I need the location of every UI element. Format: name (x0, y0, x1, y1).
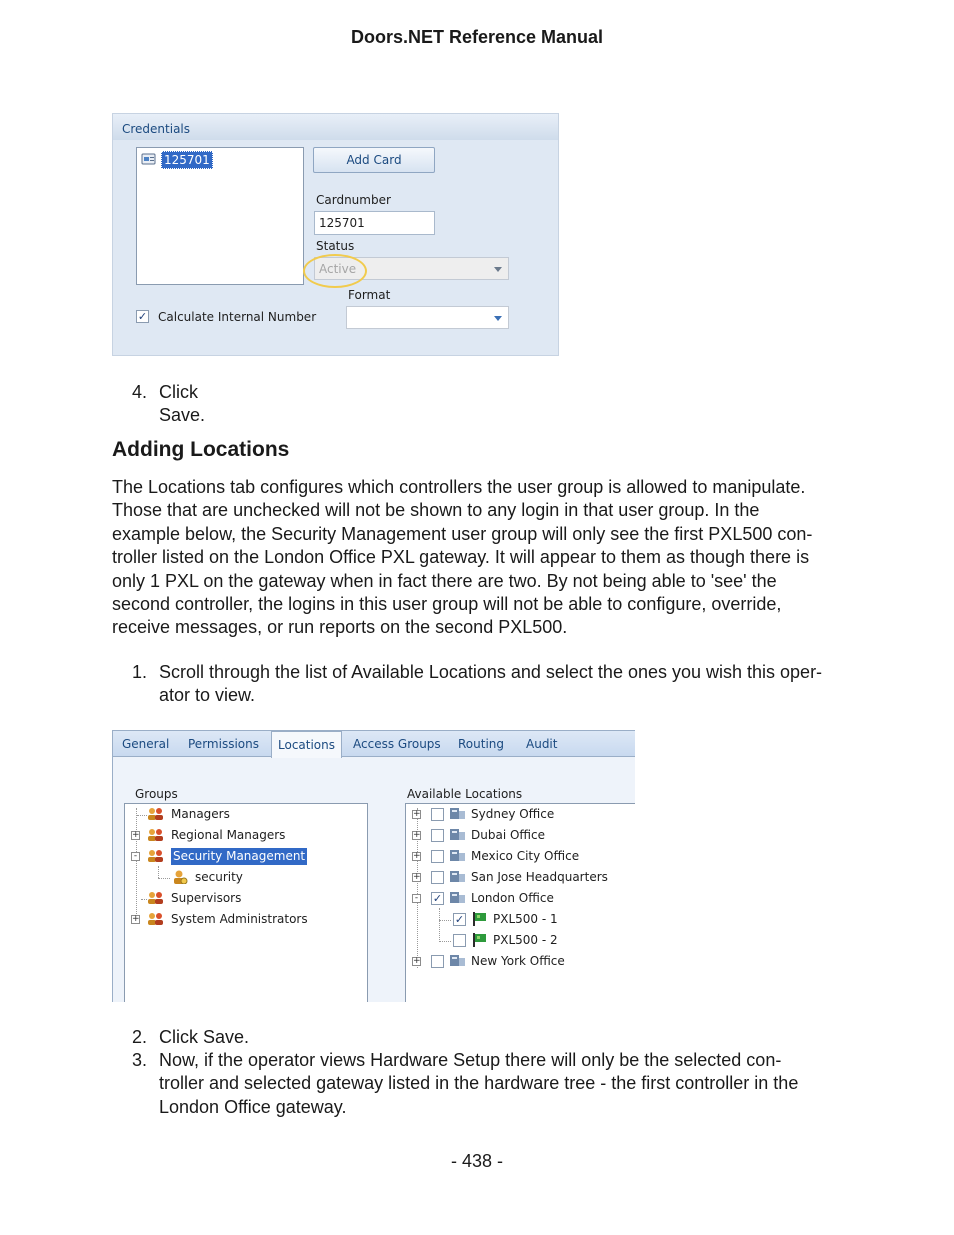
gateway-icon (449, 849, 467, 863)
cardnumber-label: Cardnumber (316, 193, 391, 207)
format-select[interactable] (346, 306, 509, 329)
group-label: System Administrators (171, 912, 308, 926)
step-number: 3. (132, 1050, 148, 1070)
page-number: - 438 - (450, 1151, 504, 1171)
location-label: New York Office (471, 954, 565, 968)
page-header: Doors.NET Reference Manual (350, 27, 604, 47)
user-icon (171, 870, 189, 884)
step-text: Click Save. (159, 1027, 250, 1047)
expand-icon[interactable]: + (413, 851, 421, 861)
expand-icon[interactable]: + (413, 872, 421, 882)
collapse-icon[interactable]: - (412, 894, 421, 903)
location-checkbox[interactable] (431, 850, 444, 863)
section-paragraph (112, 476, 812, 640)
expand-icon[interactable]: + (413, 956, 421, 966)
collapse-icon[interactable]: - (131, 852, 140, 861)
paragraph-line: Those that are unchecked will not be shown to any login in that user group. In the (112, 500, 760, 521)
controller-label: PXL500 - 1 (493, 912, 558, 926)
gateway-icon (449, 807, 467, 821)
group-label: Managers (171, 807, 230, 821)
paragraph-line: example below, the Security Management user group will only see the first PXL500 con- (112, 523, 813, 544)
tab-audit[interactable]: Audit (526, 737, 558, 751)
calc-internal-label: Calculate Internal Number (158, 310, 317, 324)
step-line: Now, if the operator views Hardware Setup there will only be the selected con- (159, 1050, 782, 1070)
add-card-button[interactable]: Add Card (313, 147, 435, 173)
groups-tree[interactable] (124, 803, 368, 1002)
location-label: London Office (471, 891, 554, 905)
gateway-icon (449, 954, 467, 968)
card-icon (141, 152, 157, 166)
expand-icon[interactable]: + (413, 809, 421, 819)
locations-panel (112, 730, 635, 1002)
controller-label: PXL500 - 2 (493, 933, 558, 947)
tab-permissions[interactable]: Permissions (188, 737, 259, 751)
status-value: Active (319, 262, 357, 276)
group-label-selected: Security Management (173, 849, 306, 863)
location-label: San Jose Headquarters (471, 870, 608, 884)
paragraph-line: receive messages, or run reports on the second PXL500. (112, 617, 568, 638)
gateway-icon (449, 891, 467, 905)
credentials-panel (112, 113, 559, 356)
gateway-icon (449, 828, 467, 842)
chevron-down-icon (494, 267, 502, 272)
group-label: Regional Managers (171, 828, 286, 842)
format-label: Format (348, 288, 391, 302)
location-label: Sydney Office (471, 807, 555, 821)
step-number: 4. (132, 382, 148, 402)
controller-flag-icon (471, 912, 489, 926)
group-label: Supervisors (171, 891, 242, 905)
location-checkbox[interactable] (431, 829, 444, 842)
chevron-down-icon (494, 316, 502, 321)
controller-checkbox[interactable]: ✓ (454, 913, 465, 926)
available-locations-label: Available Locations (407, 787, 523, 801)
calc-internal-checkbox[interactable]: ✓ (137, 310, 148, 323)
location-checkbox[interactable] (431, 808, 444, 821)
user-group-icon (147, 912, 165, 926)
credentials-title: Credentials (113, 114, 558, 140)
step-line: troller and selected gateway listed in the hardware tree - the first controller in the (159, 1073, 799, 1094)
user-label: security (195, 870, 243, 884)
locations-tree[interactable] (405, 803, 635, 1002)
paragraph-line: second controller, the logins in this user group will not be able to configure, override, (112, 594, 782, 615)
step-number: 1. (132, 662, 148, 682)
step-line: ator to view. (159, 685, 256, 706)
paragraph-line: only 1 PXL on the gateway when in fact there are two. By not being able to 'see' the (112, 570, 777, 591)
step-line: London Office gateway. (159, 1096, 347, 1117)
location-label: Mexico City Office (471, 849, 580, 863)
location-checkbox[interactable] (431, 955, 444, 968)
step-number: 2. (132, 1027, 148, 1047)
tab-bar (113, 731, 635, 757)
tab-access-groups[interactable]: Access Groups (353, 737, 441, 751)
step-text: Click Save. (159, 382, 206, 426)
tab-locations[interactable]: Locations (271, 731, 342, 758)
expand-icon[interactable]: + (413, 830, 421, 840)
status-label: Status (316, 239, 355, 253)
location-checkbox[interactable]: ✓ (432, 892, 443, 905)
user-group-icon (147, 828, 165, 842)
expand-icon[interactable]: + (132, 830, 140, 840)
cardnumber-field[interactable]: 125701 (314, 211, 435, 235)
user-group-icon (147, 891, 165, 905)
section-heading: Adding Locations (112, 438, 290, 461)
card-list[interactable] (136, 147, 304, 285)
gateway-icon (449, 870, 467, 884)
tab-general[interactable]: General (122, 737, 170, 751)
location-label: Dubai Office (471, 828, 545, 842)
step-line: Scroll through the list of Available Locations and select the ones you wish this oper- (159, 662, 823, 682)
user-group-icon (147, 807, 165, 821)
card-item[interactable]: 125701 (161, 151, 213, 169)
controller-flag-icon (471, 933, 489, 947)
groups-label: Groups (135, 787, 178, 801)
location-checkbox[interactable] (431, 871, 444, 884)
tab-routing[interactable]: Routing (458, 737, 505, 751)
user-group-icon (147, 849, 165, 863)
expand-icon[interactable]: + (132, 914, 140, 924)
controller-checkbox[interactable] (453, 934, 466, 947)
highlight-circle (303, 254, 367, 288)
paragraph-line: The Locations tab configures which controllers the user group is allowed to manipulate. (112, 477, 806, 497)
paragraph-line: troller listed on the London Office PXL gateway. It will appear to them as though there is (112, 547, 810, 568)
